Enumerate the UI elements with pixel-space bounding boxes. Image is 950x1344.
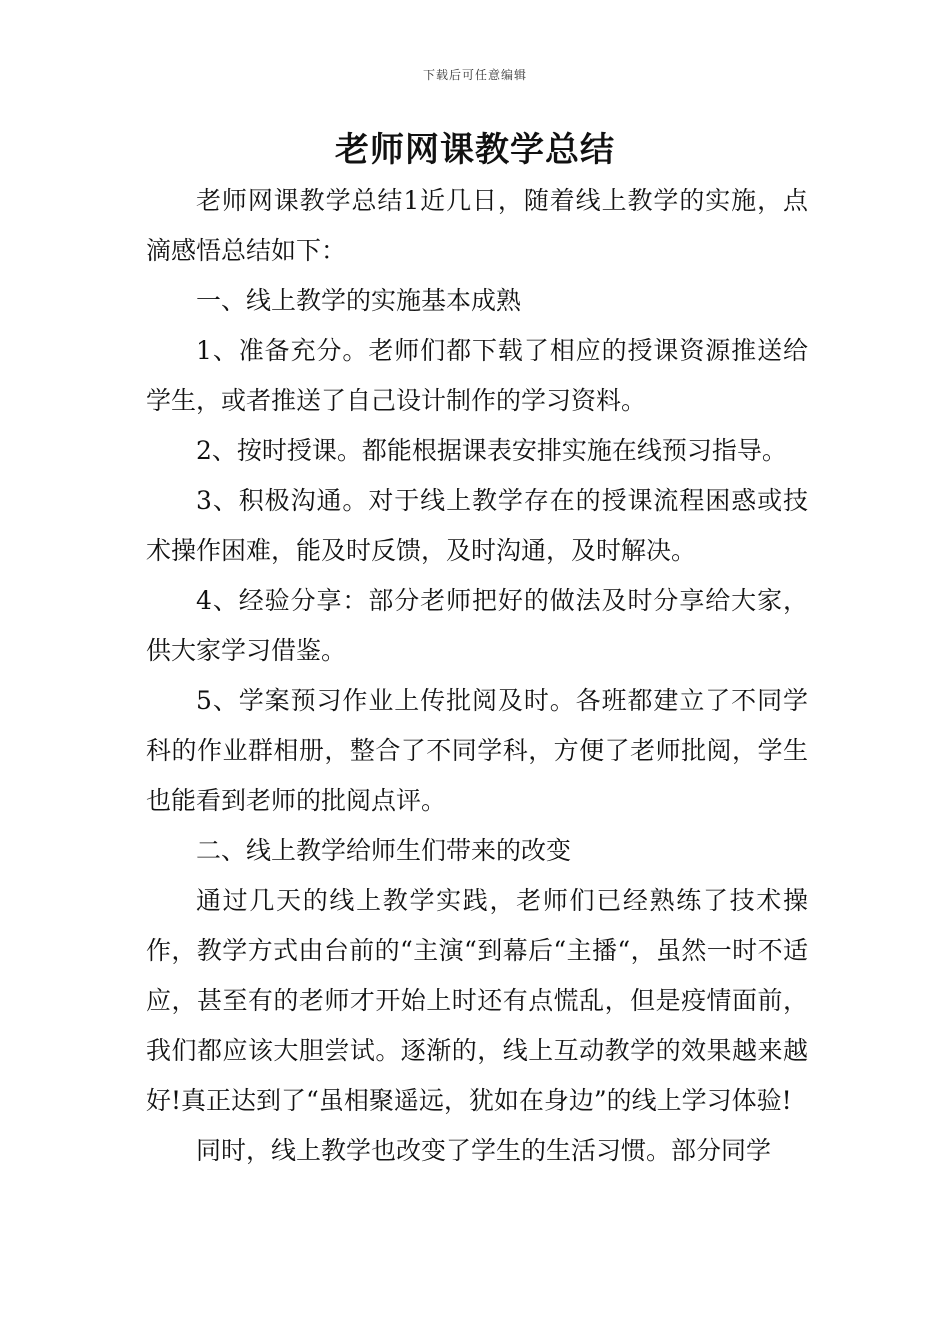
paragraph-point-5: 5、学案预习作业上传批阅及时。各班都建立了不同学科的作业群相册，整合了不同学科，方便了老师批阅，学生也能看到老师的批阅点评。 — [146, 686, 808, 815]
document-title: 老师网课教学总结 — [335, 130, 615, 170]
paragraph-point-3: 3、积极沟通。对于线上教学存在的授课流程困惑或技术操作困难，能及时反馈，及时沟通，及时解决。 — [146, 486, 808, 565]
section-heading-2: 二、线上教学给师生们带来的改变 — [196, 836, 572, 865]
paragraph-point-2: 2、按时授课。都能根据课表安排实施在线预习指导。 — [196, 436, 787, 465]
header-note: 下载后可任意编辑 — [422, 68, 527, 82]
paragraph-point-4: 4、经验分享：部分老师把好的做法及时分享给大家，供大家学习借鉴。 — [146, 586, 808, 665]
document-body — [146, 176, 808, 1176]
section-heading-1: 一、线上教学的实施基本成熟 — [196, 286, 522, 315]
paragraph-intro: 老师网课教学总结1近几日，随着线上教学的实施，点滴感悟总结如下： — [146, 186, 808, 265]
paragraph-students: 同时，线上教学也改变了学生的生活习惯。部分同学 — [196, 1136, 772, 1165]
paragraph-point-1: 1、准备充分。老师们都下载了相应的授课资源推送给学生，或者推送了自己设计制作的学习资料。 — [146, 336, 808, 415]
paragraph-changes: 通过几天的线上教学实践，老师们已经熟练了技术操作，教学方式由台前的“主演“到幕后“主播“，虽然一时不适应，甚至有的老师才开始上时还有点慌乱，但是疫情面前，我们都应该大胆尝试。逐渐的，线上互动教学的效果越来越好!真正达到了“虽相聚遥远，犹如在身边”的线上学习体验! — [146, 886, 808, 1115]
